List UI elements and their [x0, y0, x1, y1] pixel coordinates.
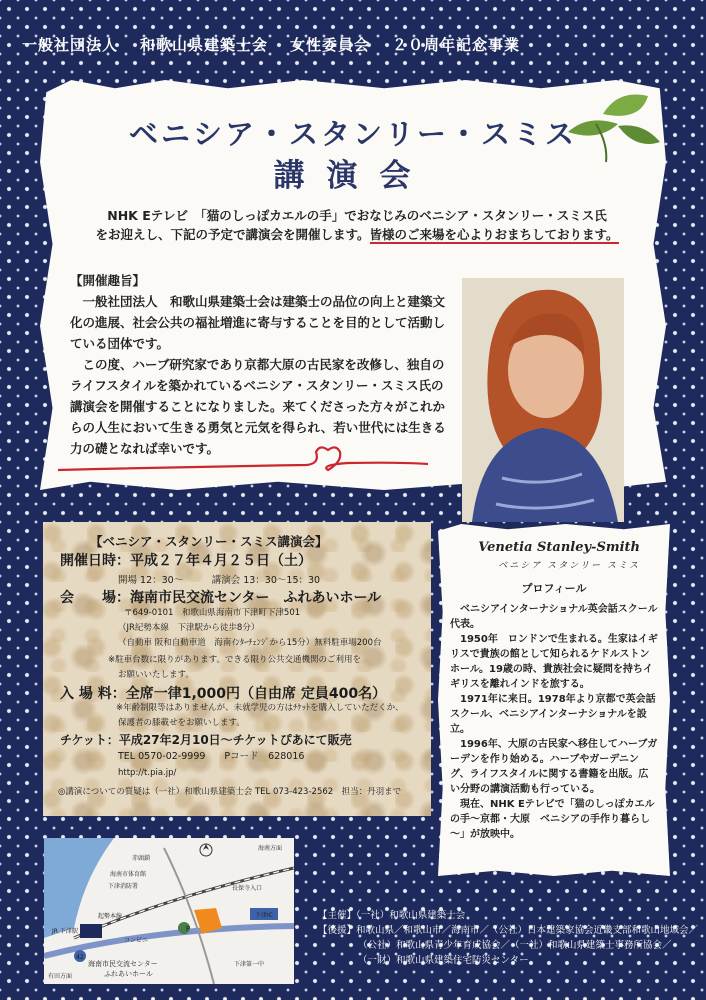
map-ic: 下津IC [255, 912, 273, 919]
profile-p1: ベニシアインターナショナル英会話スクール代表。 [450, 604, 658, 630]
event-fee-note-1: ※年齢制限等はありませんが、未就学児の方はﾁｹｯﾄを購入していただくか、 [116, 703, 404, 713]
event-access-2: （自動車 阪和自動車道 海南ｲﾝﾀｰﾁｪﾝｼﾞから15分）無料駐車場200台 [118, 638, 382, 648]
map-venue-2: ふれあいホール [104, 970, 153, 978]
intro-line-2b: 皆様のご来場を心よりおまちしております。 [369, 227, 619, 242]
event-venue [60, 587, 420, 607]
intro-line-1: NHK Eテレビ 「猫のしっぽカエルの手」でおなじみのベニシア・スタンリー・スミス氏 [107, 208, 607, 223]
host-label: 【主催】 [318, 910, 357, 921]
intro-text [92, 206, 622, 244]
fee-value: 全席一律1,000円（自由席 定員400名） [125, 686, 387, 702]
event-fee [60, 683, 420, 703]
ticket-label: チケット： [60, 733, 119, 747]
profile-title: プロフィール [521, 582, 587, 595]
map-arida: 有田方面 [48, 973, 73, 980]
profile-p5: 現在、NHK Eテレビで「猫のしっぽカエルの手～京都・大原 ベニシアの手作り暮らし～」が放映中。 [450, 799, 655, 840]
map-venue-1: 海南市民交流センター [88, 960, 158, 968]
page-title: ベニシア・スタンリー・スミス [128, 117, 577, 151]
profile-kana: ベニシア スタンリー スミス [498, 561, 640, 571]
support-line-2: （公社）和歌山県青少年育成協会／（一社）和歌山県建築士事務所協会／ [358, 940, 672, 951]
header-body: 和歌山県建築士会 [140, 36, 269, 54]
header-event: ２０周年記念事業 [392, 36, 521, 54]
map-shimotsu-1: 下津第一中 [234, 961, 265, 968]
date-label: 開催日時： [60, 553, 130, 569]
heart-underline-icon [58, 444, 428, 478]
map-konbini: コンビニ [124, 937, 149, 944]
venue-label: 会 場： [60, 590, 130, 606]
fee-label: 入 場 料： [60, 686, 126, 702]
profile-p2: 1950年 ロンドンで生まれる。生家はイギリスで貴族の館として知られるケドルストンホール。19歳の時、貴族社会に疑問を持ちイギリスを離れインドを旅する。 [450, 634, 658, 690]
host-row [318, 908, 698, 923]
access-map [44, 838, 294, 984]
map-kainan: 海南方面 [258, 845, 283, 852]
purpose-section [70, 270, 450, 459]
ticket-value: 平成27年2月10日～チケットぴあにて販売 [118, 733, 352, 747]
event-date [60, 550, 420, 570]
profile-body [450, 602, 658, 842]
header-line [22, 34, 682, 55]
map-hospital: 赤頭鎖 [132, 855, 151, 862]
date-value: 平成２７年４月２５日（土） [130, 553, 312, 569]
page-subtitle: 講演会 [273, 158, 433, 194]
event-note-1: ※駐車台数に限りがあります。できる限り公共交通機関のご利用を [108, 655, 361, 665]
map-station: JR 下津駅 [52, 928, 78, 935]
event-ticket [60, 731, 420, 748]
organizers [318, 908, 698, 968]
purpose-heading: 【開催趣旨】 [70, 273, 146, 288]
venue-value: 海南市民交流センター ふれあいホール [130, 590, 382, 606]
event-access-1: （JR紀勢本線 下津駅から徒歩8分） [118, 623, 260, 633]
map-parking: P [185, 925, 191, 933]
event-address: 〒649-0101 和歌山県海南市下津町下津501 [124, 608, 301, 618]
header-org: 一般社団法人 [22, 36, 119, 54]
profile-p3: 1971年に来日。1978年より京都で英会話スクール、ベニシアインターナショナルを設立。 [450, 694, 656, 735]
event-heading: 【ベニシア・スタンリー・スミス講演会】 [90, 534, 328, 549]
map-gym: 海南市体育館 [110, 871, 147, 878]
profile-p4: 1996年、大原の古民家へ移住してハーブガーデンを作り始める。ハーブやガーデニング、ライフスタイルに関する書籍を出版。広い分野の講演活動も行っている。 [450, 739, 658, 795]
profile-name: Venetia Stanley-Smith [478, 540, 640, 555]
map-crossing: 長保寺入口 [232, 885, 263, 892]
event-contact: ◎講演についての質疑は（一社）和歌山県建築士会 TEL 073-423-2562 担当：丹羽まで [58, 787, 402, 797]
event-times: 開場 12：30～ 講演会 13：30～15：30 [118, 575, 321, 586]
support-line-3: （一財）和歌山県建築住宅防災センター [358, 955, 529, 966]
purpose-para-1: 一般社団法人 和歌山県建築士会は建築士の品位の向上と建築文化の進展、社会公共の福祉増進に寄与することを目的として活動している団体です。 [70, 294, 446, 351]
host-value: （一社）和歌山県建築士会 [356, 910, 466, 921]
support-line-1: 和歌山県／和歌山市／海南市／（公社）日本建築家協会近畿支部和歌山地域会／ [356, 925, 699, 936]
support-row [318, 923, 698, 938]
event-fee-note-2: 保護者の膝載せをお願いします。 [118, 718, 245, 728]
support-label: 【後援】 [318, 925, 357, 936]
header-committee: 女性委員会 [290, 36, 371, 54]
event-url[interactable]: http://t.pia.jp/ [118, 768, 177, 778]
map-route: 42 [76, 954, 84, 961]
event-tel: TEL 0570-02-9999 Pコード 628016 [118, 751, 305, 762]
map-community: 起勢本線 [98, 913, 123, 920]
event-note-2: お願いいたします。 [118, 670, 194, 680]
portrait-photo [462, 278, 624, 522]
map-fire: 下津消防署 [108, 883, 139, 890]
purpose-para-2: この度、ハーブ研究家であり京都大原の古民家を改修し、独自のライフスタイルを築かれているベニシア・スタンリー・スミス氏の講演会を開催することになりました。来てくださった方々がこれからの人生において生きる勇気と元気を得られ、若い世代には生きる力の礎となれば幸いです。 [70, 357, 446, 456]
intro-line-2a: をお迎えし、下記の予定で講演会を開催します。 [95, 227, 370, 242]
